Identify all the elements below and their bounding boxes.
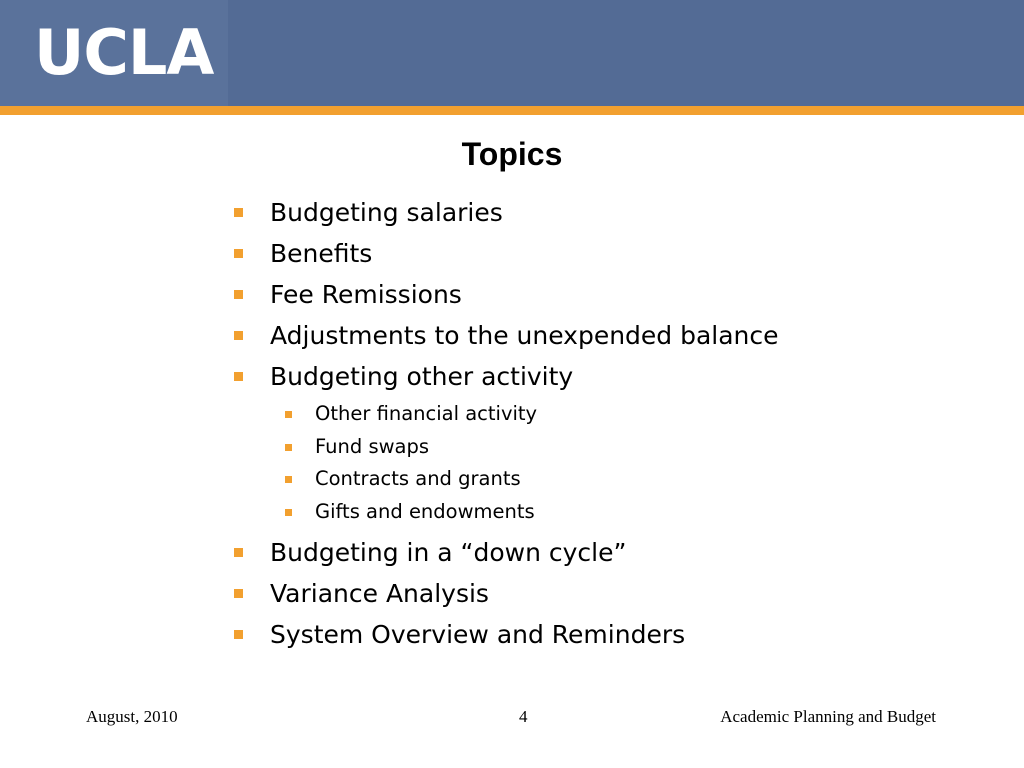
topic-label: Budgeting salaries bbox=[270, 198, 503, 227]
topic-label: Budgeting in a “down cycle” bbox=[270, 538, 627, 568]
ucla-logo: UCLA bbox=[34, 16, 214, 89]
topic-item bbox=[230, 192, 930, 233]
slide-title: Topics bbox=[461, 136, 563, 172]
subtopic-item bbox=[230, 431, 930, 464]
topic-item bbox=[230, 573, 930, 614]
topics-list bbox=[230, 192, 930, 655]
footer-date: August, 2010 bbox=[86, 707, 178, 726]
subtopic-label: Fund swaps bbox=[315, 434, 430, 458]
subtopic-item bbox=[230, 463, 930, 496]
square-bullet-icon bbox=[234, 589, 243, 598]
topic-label: Fee Remissions bbox=[270, 280, 462, 309]
topic-item bbox=[230, 614, 930, 655]
topic-label: Variance Analysis bbox=[270, 579, 489, 609]
square-bullet-icon bbox=[234, 372, 243, 381]
topic-item bbox=[230, 356, 930, 397]
square-bullet-icon bbox=[285, 509, 292, 516]
subtopic-label: Contracts and grants bbox=[315, 467, 521, 491]
topic-label: System Overview and Reminders bbox=[270, 620, 686, 650]
square-bullet-icon bbox=[234, 208, 243, 217]
subtopic-item bbox=[230, 398, 930, 431]
footer-department: Academic Planning and Budget bbox=[720, 707, 936, 726]
subtopic-label: Other financial activity bbox=[315, 402, 538, 425]
square-bullet-icon bbox=[285, 476, 292, 483]
square-bullet-icon bbox=[285, 411, 292, 418]
topic-item bbox=[230, 274, 930, 315]
square-bullet-icon bbox=[285, 444, 292, 451]
topic-label: Benefits bbox=[270, 239, 373, 268]
topic-item bbox=[230, 233, 930, 274]
topic-item bbox=[230, 315, 930, 356]
square-bullet-icon bbox=[234, 548, 243, 557]
footer-page-number: 4 bbox=[519, 707, 528, 726]
topic-label: Budgeting other activity bbox=[270, 362, 574, 391]
topic-label: Adjustments to the unexpended balance bbox=[270, 321, 779, 350]
square-bullet-icon bbox=[234, 331, 243, 340]
topic-item bbox=[230, 532, 930, 573]
square-bullet-icon bbox=[234, 630, 243, 639]
logo-panel bbox=[0, 0, 228, 106]
subtopic-label: Gifts and endowments bbox=[315, 499, 535, 523]
header-accent-line bbox=[0, 106, 1024, 115]
square-bullet-icon bbox=[234, 249, 243, 258]
subtopic-item bbox=[230, 496, 930, 529]
square-bullet-icon bbox=[234, 290, 243, 299]
header-bar bbox=[0, 0, 1024, 106]
